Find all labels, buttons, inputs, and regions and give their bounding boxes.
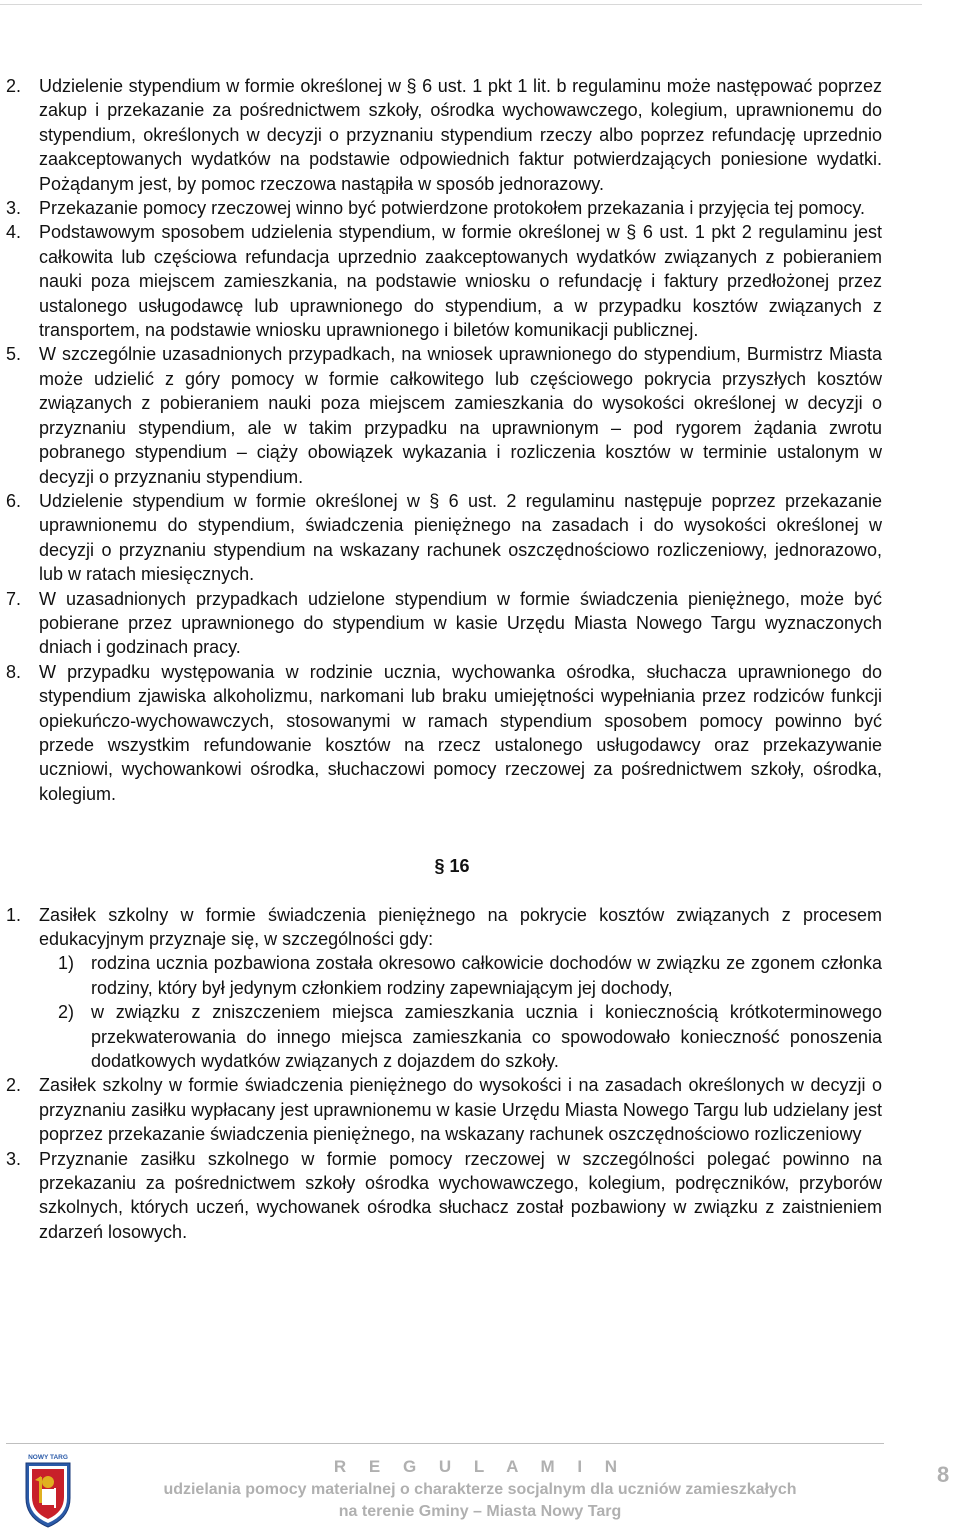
item-text: Podstawowym sposobem udzielenia stypendium, w formie określonej w § 6 ust. 1 pkt 2 regulaminu jest całkowita lub częściowa refundacja uprzednio zaakceptowanych wydatków związanych z pobieraniem nauki poza miejscem zamieszkania, na podstawie wniosku o refundację i faktury przedłożonej przez ustalonego usługodawcę lub uprawnionego do stypendium, a w przypadku kosztów związanych z transportem, na podstawie wniosku uprawnionego i biletów komunikacji publicznej. [39, 222, 882, 341]
list-item [6, 903, 882, 952]
footer-title: R E G U L A M I N [333, 1457, 627, 1476]
item-text: Udzielenie stypendium w formie określonej w § 6 ust. 1 pkt 1 lit. b regulaminu może następować poprzez zakup i przekazanie za pośrednictwem szkoły, ośrodka wychowawczego, kolegium, uprawnionemu do stypendium, określonych w decyzji o przyznaniu stypendium rzeczy albo poprzez refundację uprzednio zaakceptowanych wydatków na podstawie odpowiednich faktur potwierdzających poniesione wydatki. Pożądanym jest, by pomoc rzeczowa nastąpiła w sposób jednorazowy. [39, 76, 882, 194]
paragraph-group-2 [6, 903, 882, 1245]
item-number: 2. [6, 1075, 22, 1096]
sub-item-number: 2) [58, 1002, 75, 1023]
sub-item-number: 1) [58, 953, 75, 974]
sub-item-text: w związku z zniszczeniem miejsca zamieszkania ucznia i koniecznością krótkoterminowego przekwaterowania do innego miejsca zamieszkania co spowodowało konieczność ponoszenia dodatkowych wydatków związanych z dojazdem do szkoły. [91, 1002, 882, 1072]
logo-caption: NOWY TARG [28, 1454, 68, 1461]
item-text: W uzasadnionych przypadkach udzielone stypendium w formie świadczenia pieniężnego, może być pobierane przez uprawnionego do stypendium w kasie Urzędu Miasta Nowego Targu wyznaczonych dniach i godzinach pracy. [39, 588, 882, 658]
item-number: 7. [6, 588, 22, 609]
page-footer [110, 1456, 850, 1523]
item-number: 6. [6, 490, 22, 511]
list-item [6, 660, 882, 806]
item-number: 8. [6, 661, 22, 682]
item-text: Udzielenie stypendium w formie określonej w § 6 ust. 2 regulaminu następuje poprzez przekazanie uprawnionemu do stypendium, świadczenia pieniężnego na zasadach i do wysokości określonej w decyzji o przyznaniu stypendium na wskazany rachunek oszczędnościowo rozliczeniowy, jednorazowo, lub w ratach miesięcznych. [39, 490, 882, 585]
item-text: W przypadku występowania w rodzinie ucznia, wychowanka ośrodka, słuchacza uprawnionego do stypendium zjawiska alkoholizmu, narkomani lub braku umiejętności wypełniania przez rodziców funkcji opiekuńczo-wychowawczych, stosowanymi w ramach stypendium sposobem pomocy powinno być przede wszystkim refundowanie kosztów na rzecz ustalonego usługodawcy oraz przekazywanie uczniowi, wychowankowi ośrodka, słuchaczowi pomocy rzeczowej za pośrednictwem szkoły, ośrodka, kolegium. [39, 661, 882, 804]
list-item [6, 1147, 882, 1245]
page-number: 8 [937, 1462, 950, 1487]
list-item [6, 587, 882, 660]
sub-item-text: rodzina ucznia pozbawiona została okresowo całkowicie dochodów w związku ze zgonem członka rodziny, który był jedynym członkiem rodziny zapewniającym jej dochody, [91, 953, 882, 998]
footer-line-2: na terenie Gminy – Miasta Nowy Targ [338, 1503, 622, 1520]
item-text: Zasiłek szkolny w formie świadczenia pieniężnego na pokrycie kosztów związanych z procesem edukacyjnym przyznaje się, w szczególności gdy: [39, 904, 882, 949]
item-text: Przekazanie pomocy rzeczowej winno być potwierdzone protokołem przekazania i przyjęcia tej pomocy. [39, 198, 866, 219]
document-body [6, 74, 882, 1244]
footer-line-1: udzielania pomocy materialnej o charakterze socjalnym dla uczniów zamieszkałych [163, 1481, 797, 1498]
item-number: 4. [6, 222, 22, 243]
item-number: 3. [6, 1148, 22, 1169]
list-item [6, 220, 882, 342]
paragraph-group-1 [6, 74, 882, 806]
sub-list-item [6, 951, 882, 1000]
item-number: 2. [6, 76, 22, 96]
item-text: Przyznanie zasiłku szkolnego w formie pomocy rzeczowej w szczególności polegać powinno na przekazaniu za pośrednictwem szkoły ośrodka wychowawczego, kolegium, podręczników, przyborów szkolnych, których uczeń, wychowanek ośrodka słuchacz został pozbawiony w związku z zaistnieniem zdarzeń losowych. [39, 1148, 882, 1242]
top-rule [0, 4, 922, 5]
section-heading: § 16 [434, 856, 470, 877]
list-item [6, 74, 882, 196]
list-item [6, 1073, 882, 1146]
sub-list-item [6, 1000, 882, 1073]
nowy-targ-logo [20, 1452, 76, 1530]
footer-rule [6, 1443, 884, 1444]
item-number: 3. [6, 198, 22, 219]
item-text: W szczególnie uzasadnionych przypadkach, na wniosek uprawnionego do stypendium, Burmistrz Miasta może udzielić z góry pomocy w formie całkowitego lub częściowego pokrycia przyszłych kosztów związanych z pobieraniem nauki poza miejscem zamieszkania do wysokości określonej w decyzji o przyznaniu stypendium, ale w takim przypadku na uprawnionym – pod rygorem żądania zwrotu pobranego stypendium – ciąży obowiązek wykazania i rozliczenia kosztów w terminie ustalonym w decyzji o przyznaniu stypendium. [39, 344, 882, 487]
list-item [6, 342, 882, 488]
item-text: Zasiłek szkolny w formie świadczenia pieniężnego do wysokości i na zasadach określonych w decyzji o przyznaniu zasiłku wypłacany jest uprawnionemu w kasie Urzędu Miasta Nowego Targu lub udzielany jest poprzez przekazanie świadczenia pieniężnego, na wskazany rachunek oszczędnościowo rozliczeniowy [39, 1075, 882, 1145]
list-item [6, 489, 882, 587]
list-item [6, 196, 882, 220]
item-number: 1. [6, 904, 22, 925]
item-number: 5. [6, 344, 22, 365]
